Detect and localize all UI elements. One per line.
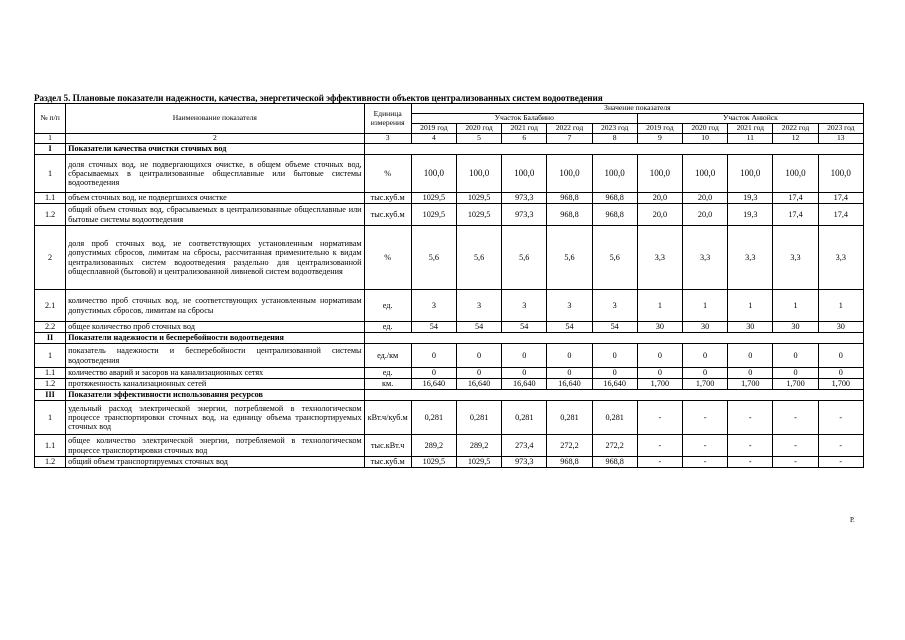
row-unit: тыс.куб.м bbox=[364, 204, 411, 226]
section-title: Показатели надежности и бесперебойности водоотведения bbox=[66, 333, 364, 344]
header-year: 2023 год bbox=[818, 124, 863, 134]
indicator-value: - bbox=[773, 401, 818, 435]
header-year: 2021 год bbox=[728, 124, 773, 134]
table-row bbox=[35, 322, 864, 333]
indicator-value: 3,3 bbox=[773, 226, 818, 290]
indicator-value: 0,281 bbox=[547, 401, 592, 435]
indicator-name: общее количество электрической энергии, потребляемой в технологическом процессе транспортировки сточных вод bbox=[66, 435, 364, 457]
indicator-value: 973,3 bbox=[502, 457, 547, 468]
row-number: 1.2 bbox=[35, 379, 66, 390]
indicator-value: 0 bbox=[411, 368, 456, 379]
indicator-value: 3 bbox=[502, 290, 547, 322]
indicator-value: 100,0 bbox=[637, 155, 682, 193]
indicator-value: 968,8 bbox=[547, 193, 592, 204]
indicator-value: 19,3 bbox=[728, 193, 773, 204]
indicator-value: 1029,5 bbox=[456, 457, 501, 468]
indicator-value: - bbox=[773, 435, 818, 457]
indicator-value: 0 bbox=[502, 368, 547, 379]
indicator-name: доля проб сточных вод, не соответствующих установленным нормативам допустимых сбросов, лимитам на сбросы, рассчитанная применительно к видам централизованных систем водоотведения раздельно для централизованной общесплавной (бытовой) и централизованной ливневой систем водоотведения bbox=[66, 226, 364, 290]
indicator-value: 30 bbox=[818, 322, 863, 333]
indicator-value: 0 bbox=[592, 344, 637, 368]
indicator-value: 30 bbox=[637, 322, 682, 333]
indicator-name: доля сточных вод, не подвергающихся очистке, в общем объеме сточных вод, сбрасываемых в централизованные общесплавные или бытовые системы водоотведения bbox=[66, 155, 364, 193]
indicator-value: 0 bbox=[456, 368, 501, 379]
column-number: 8 bbox=[592, 134, 637, 144]
indicator-value: 272,2 bbox=[547, 435, 592, 457]
indicator-value: 17,4 bbox=[773, 204, 818, 226]
indicator-value: 968,8 bbox=[592, 204, 637, 226]
indicator-value: 5,6 bbox=[547, 226, 592, 290]
indicator-value: 3,3 bbox=[728, 226, 773, 290]
row-number: 2.2 bbox=[35, 322, 66, 333]
indicator-value: 0 bbox=[728, 344, 773, 368]
indicator-name: количество аварий и засоров на канализационных сетях bbox=[66, 368, 364, 379]
table-row bbox=[35, 368, 864, 379]
header-year: 2020 год bbox=[456, 124, 501, 134]
indicator-value: 968,8 bbox=[547, 204, 592, 226]
table-row bbox=[35, 155, 864, 193]
indicator-value: 3,3 bbox=[682, 226, 727, 290]
indicator-value: 3 bbox=[547, 290, 592, 322]
row-number: 1.2 bbox=[35, 204, 66, 226]
indicator-value: - bbox=[682, 401, 727, 435]
indicator-value: 0,281 bbox=[456, 401, 501, 435]
indicator-value: 0 bbox=[818, 368, 863, 379]
indicator-value: 16,640 bbox=[502, 379, 547, 390]
section-title: Показатели эффективности использования ресурсов bbox=[66, 390, 364, 401]
indicator-value: 3,3 bbox=[818, 226, 863, 290]
row-number: III bbox=[35, 390, 66, 401]
row-unit: тыс.куб.м bbox=[364, 193, 411, 204]
indicator-value: - bbox=[728, 401, 773, 435]
row-number: 1.1 bbox=[35, 193, 66, 204]
row-number: I bbox=[35, 144, 66, 155]
column-number: 7 bbox=[547, 134, 592, 144]
column-number: 10 bbox=[682, 134, 727, 144]
row-number: 1.2 bbox=[35, 457, 66, 468]
row-unit bbox=[364, 390, 863, 401]
indicator-value: - bbox=[818, 435, 863, 457]
indicator-value: 17,4 bbox=[773, 193, 818, 204]
header-site-b: Участок Анюйск bbox=[637, 114, 863, 124]
header-year: 2022 год bbox=[547, 124, 592, 134]
indicator-value: 20,0 bbox=[637, 204, 682, 226]
indicator-value: 0 bbox=[682, 344, 727, 368]
row-number: 1 bbox=[35, 401, 66, 435]
indicator-value: 54 bbox=[502, 322, 547, 333]
indicator-value: 100,0 bbox=[818, 155, 863, 193]
column-number: 11 bbox=[728, 134, 773, 144]
indicator-value: 1,700 bbox=[773, 379, 818, 390]
indicator-value: 3 bbox=[592, 290, 637, 322]
indicator-value: 0 bbox=[547, 368, 592, 379]
indicator-value: 1 bbox=[682, 290, 727, 322]
header-unit: Единица измерения bbox=[364, 104, 411, 134]
indicator-value: 1,700 bbox=[637, 379, 682, 390]
indicator-value: 5,6 bbox=[592, 226, 637, 290]
indicator-value: 968,8 bbox=[592, 457, 637, 468]
indicator-value: 0 bbox=[456, 344, 501, 368]
indicator-value: 20,0 bbox=[682, 193, 727, 204]
table-row bbox=[35, 290, 864, 322]
indicator-value: 0,281 bbox=[411, 401, 456, 435]
section-row bbox=[35, 390, 864, 401]
header-name: Наименование показателя bbox=[66, 104, 364, 134]
column-number: 13 bbox=[818, 134, 863, 144]
row-unit: ед. bbox=[364, 290, 411, 322]
indicator-value: 100,0 bbox=[502, 155, 547, 193]
row-unit bbox=[364, 144, 863, 155]
indicator-name: показатель надежности и бесперебойности централизованной системы водоотведения bbox=[66, 344, 364, 368]
indicator-value: 30 bbox=[728, 322, 773, 333]
indicator-value: 1029,5 bbox=[411, 193, 456, 204]
indicator-value: - bbox=[773, 457, 818, 468]
indicator-value: 16,640 bbox=[547, 379, 592, 390]
indicator-value: - bbox=[728, 435, 773, 457]
header-year: 2019 год bbox=[411, 124, 456, 134]
row-unit: тыс.кВт.ч bbox=[364, 435, 411, 457]
header-site-a: Участок Балабино bbox=[411, 114, 637, 124]
indicator-value: 0,281 bbox=[592, 401, 637, 435]
row-number: 1 bbox=[35, 344, 66, 368]
indicator-value: 54 bbox=[547, 322, 592, 333]
indicator-value: 16,640 bbox=[456, 379, 501, 390]
row-unit: % bbox=[364, 226, 411, 290]
indicator-value: - bbox=[728, 457, 773, 468]
indicator-value: 100,0 bbox=[411, 155, 456, 193]
indicator-value: 19,3 bbox=[728, 204, 773, 226]
row-unit: % bbox=[364, 155, 411, 193]
indicator-value: 1029,5 bbox=[456, 193, 501, 204]
row-number: 1 bbox=[35, 155, 66, 193]
indicator-value: 20,0 bbox=[682, 204, 727, 226]
header-year: 2021 год bbox=[502, 124, 547, 134]
indicator-value: 16,640 bbox=[592, 379, 637, 390]
row-number: 1.1 bbox=[35, 435, 66, 457]
indicator-value: 20,0 bbox=[637, 193, 682, 204]
indicator-value: 0 bbox=[728, 368, 773, 379]
indicator-value: 3 bbox=[411, 290, 456, 322]
indicator-value: 973,3 bbox=[502, 193, 547, 204]
indicator-value: - bbox=[818, 401, 863, 435]
table-row bbox=[35, 344, 864, 368]
indicator-value: 100,0 bbox=[728, 155, 773, 193]
table-row bbox=[35, 379, 864, 390]
column-number: 9 bbox=[637, 134, 682, 144]
indicator-value: 0 bbox=[637, 344, 682, 368]
indicator-value: - bbox=[682, 457, 727, 468]
indicator-name: количество проб сточных вод, не соответствующих установленным нормативам допустимых сбросов, лимитам на сбросы bbox=[66, 290, 364, 322]
indicator-value: 289,2 bbox=[456, 435, 501, 457]
column-number: 2 bbox=[66, 134, 364, 144]
indicator-value: 968,8 bbox=[547, 457, 592, 468]
indicator-value: - bbox=[637, 457, 682, 468]
indicator-value: 0 bbox=[682, 368, 727, 379]
indicator-value: 1029,5 bbox=[456, 204, 501, 226]
header-year: 2019 год bbox=[637, 124, 682, 134]
indicator-value: 0 bbox=[411, 344, 456, 368]
table-row bbox=[35, 226, 864, 290]
indicator-value: 1,700 bbox=[728, 379, 773, 390]
indicator-value: 1 bbox=[818, 290, 863, 322]
row-unit: ед./км bbox=[364, 344, 411, 368]
indicator-value: 1029,5 bbox=[411, 204, 456, 226]
indicator-value: 100,0 bbox=[547, 155, 592, 193]
table-row bbox=[35, 435, 864, 457]
indicator-value: 0 bbox=[773, 344, 818, 368]
indicator-value: 1 bbox=[728, 290, 773, 322]
header-year: 2020 год bbox=[682, 124, 727, 134]
table-row bbox=[35, 401, 864, 435]
indicator-value: 968,8 bbox=[592, 193, 637, 204]
indicator-value: 5,6 bbox=[502, 226, 547, 290]
indicator-value: 1 bbox=[773, 290, 818, 322]
indicator-value: 973,3 bbox=[502, 204, 547, 226]
indicator-value: 1,700 bbox=[818, 379, 863, 390]
indicator-name: общий объем сточных вод, сбрасываемых в централизованные общесплавные или бытовые системы водоотведения bbox=[66, 204, 364, 226]
section-row bbox=[35, 333, 864, 344]
row-unit: ед. bbox=[364, 368, 411, 379]
indicator-value: 30 bbox=[773, 322, 818, 333]
section-title: Показатели качества очистки сточных вод bbox=[66, 144, 364, 155]
indicator-value: 16,640 bbox=[411, 379, 456, 390]
indicator-value: 17,4 bbox=[818, 204, 863, 226]
indicator-name: объем сточных вод, не подвергшихся очистке bbox=[66, 193, 364, 204]
header-num: № п/п bbox=[35, 104, 66, 134]
column-number: 3 bbox=[364, 134, 411, 144]
indicator-value: 100,0 bbox=[682, 155, 727, 193]
indicator-value: 17,4 bbox=[818, 193, 863, 204]
row-number: 2 bbox=[35, 226, 66, 290]
indicator-value: - bbox=[637, 435, 682, 457]
indicator-value: 3 bbox=[456, 290, 501, 322]
header-year: 2022 год bbox=[773, 124, 818, 134]
indicator-name: общее количество проб сточных вод bbox=[66, 322, 364, 333]
table-row bbox=[35, 204, 864, 226]
indicator-value: 54 bbox=[456, 322, 501, 333]
indicator-value: - bbox=[637, 401, 682, 435]
indicator-value: 273,4 bbox=[502, 435, 547, 457]
indicator-value: 100,0 bbox=[456, 155, 501, 193]
indicator-value: 0 bbox=[637, 368, 682, 379]
row-unit: км. bbox=[364, 379, 411, 390]
indicator-value: 5,6 bbox=[411, 226, 456, 290]
indicator-value: 3,3 bbox=[637, 226, 682, 290]
indicator-value: 289,2 bbox=[411, 435, 456, 457]
corner-mark: Р. bbox=[850, 516, 855, 524]
row-number: 2.1 bbox=[35, 290, 66, 322]
indicator-value: 54 bbox=[411, 322, 456, 333]
section-row bbox=[35, 144, 864, 155]
row-unit bbox=[364, 333, 863, 344]
indicator-value: 100,0 bbox=[592, 155, 637, 193]
column-number: 1 bbox=[35, 134, 66, 144]
indicator-value: - bbox=[682, 435, 727, 457]
indicators-table bbox=[34, 103, 864, 468]
table-row bbox=[35, 193, 864, 204]
column-number: 6 bbox=[502, 134, 547, 144]
indicator-value: 54 bbox=[592, 322, 637, 333]
indicator-value: 0,281 bbox=[502, 401, 547, 435]
indicator-value: 5,6 bbox=[456, 226, 501, 290]
column-number: 5 bbox=[456, 134, 501, 144]
column-number: 12 bbox=[773, 134, 818, 144]
indicator-value: 1029,5 bbox=[411, 457, 456, 468]
indicator-value: 1 bbox=[637, 290, 682, 322]
indicator-value: 0 bbox=[773, 368, 818, 379]
page-title: Раздел 5. Плановые показатели надежности, качества, энергетической эффективности объектов централизованных систем водоотведения bbox=[34, 93, 603, 103]
header-year: 2023 год bbox=[592, 124, 637, 134]
header-values: Значение показателя bbox=[411, 104, 863, 114]
indicator-name: удельный расход электрической энергии, потребляемой в технологическом процессе транспортировки сточных вод, на единицу объема транспортируемых сточных вод bbox=[66, 401, 364, 435]
indicator-value: 0 bbox=[592, 368, 637, 379]
indicator-value: 100,0 bbox=[773, 155, 818, 193]
indicator-name: общий объем транспортируемых сточных вод bbox=[66, 457, 364, 468]
row-number: 1.1 bbox=[35, 368, 66, 379]
indicator-value: 0 bbox=[547, 344, 592, 368]
indicator-value: 30 bbox=[682, 322, 727, 333]
table-row bbox=[35, 457, 864, 468]
row-unit: ед. bbox=[364, 322, 411, 333]
column-number: 4 bbox=[411, 134, 456, 144]
row-unit: тыс.куб.м bbox=[364, 457, 411, 468]
indicator-value: - bbox=[818, 457, 863, 468]
indicator-value: 0 bbox=[502, 344, 547, 368]
indicator-value: 0 bbox=[818, 344, 863, 368]
indicator-value: 272,2 bbox=[592, 435, 637, 457]
indicator-value: 1,700 bbox=[682, 379, 727, 390]
row-unit: кВт.ч/куб.м bbox=[364, 401, 411, 435]
indicator-name: протяженность канализационных сетей bbox=[66, 379, 364, 390]
row-number: II bbox=[35, 333, 66, 344]
